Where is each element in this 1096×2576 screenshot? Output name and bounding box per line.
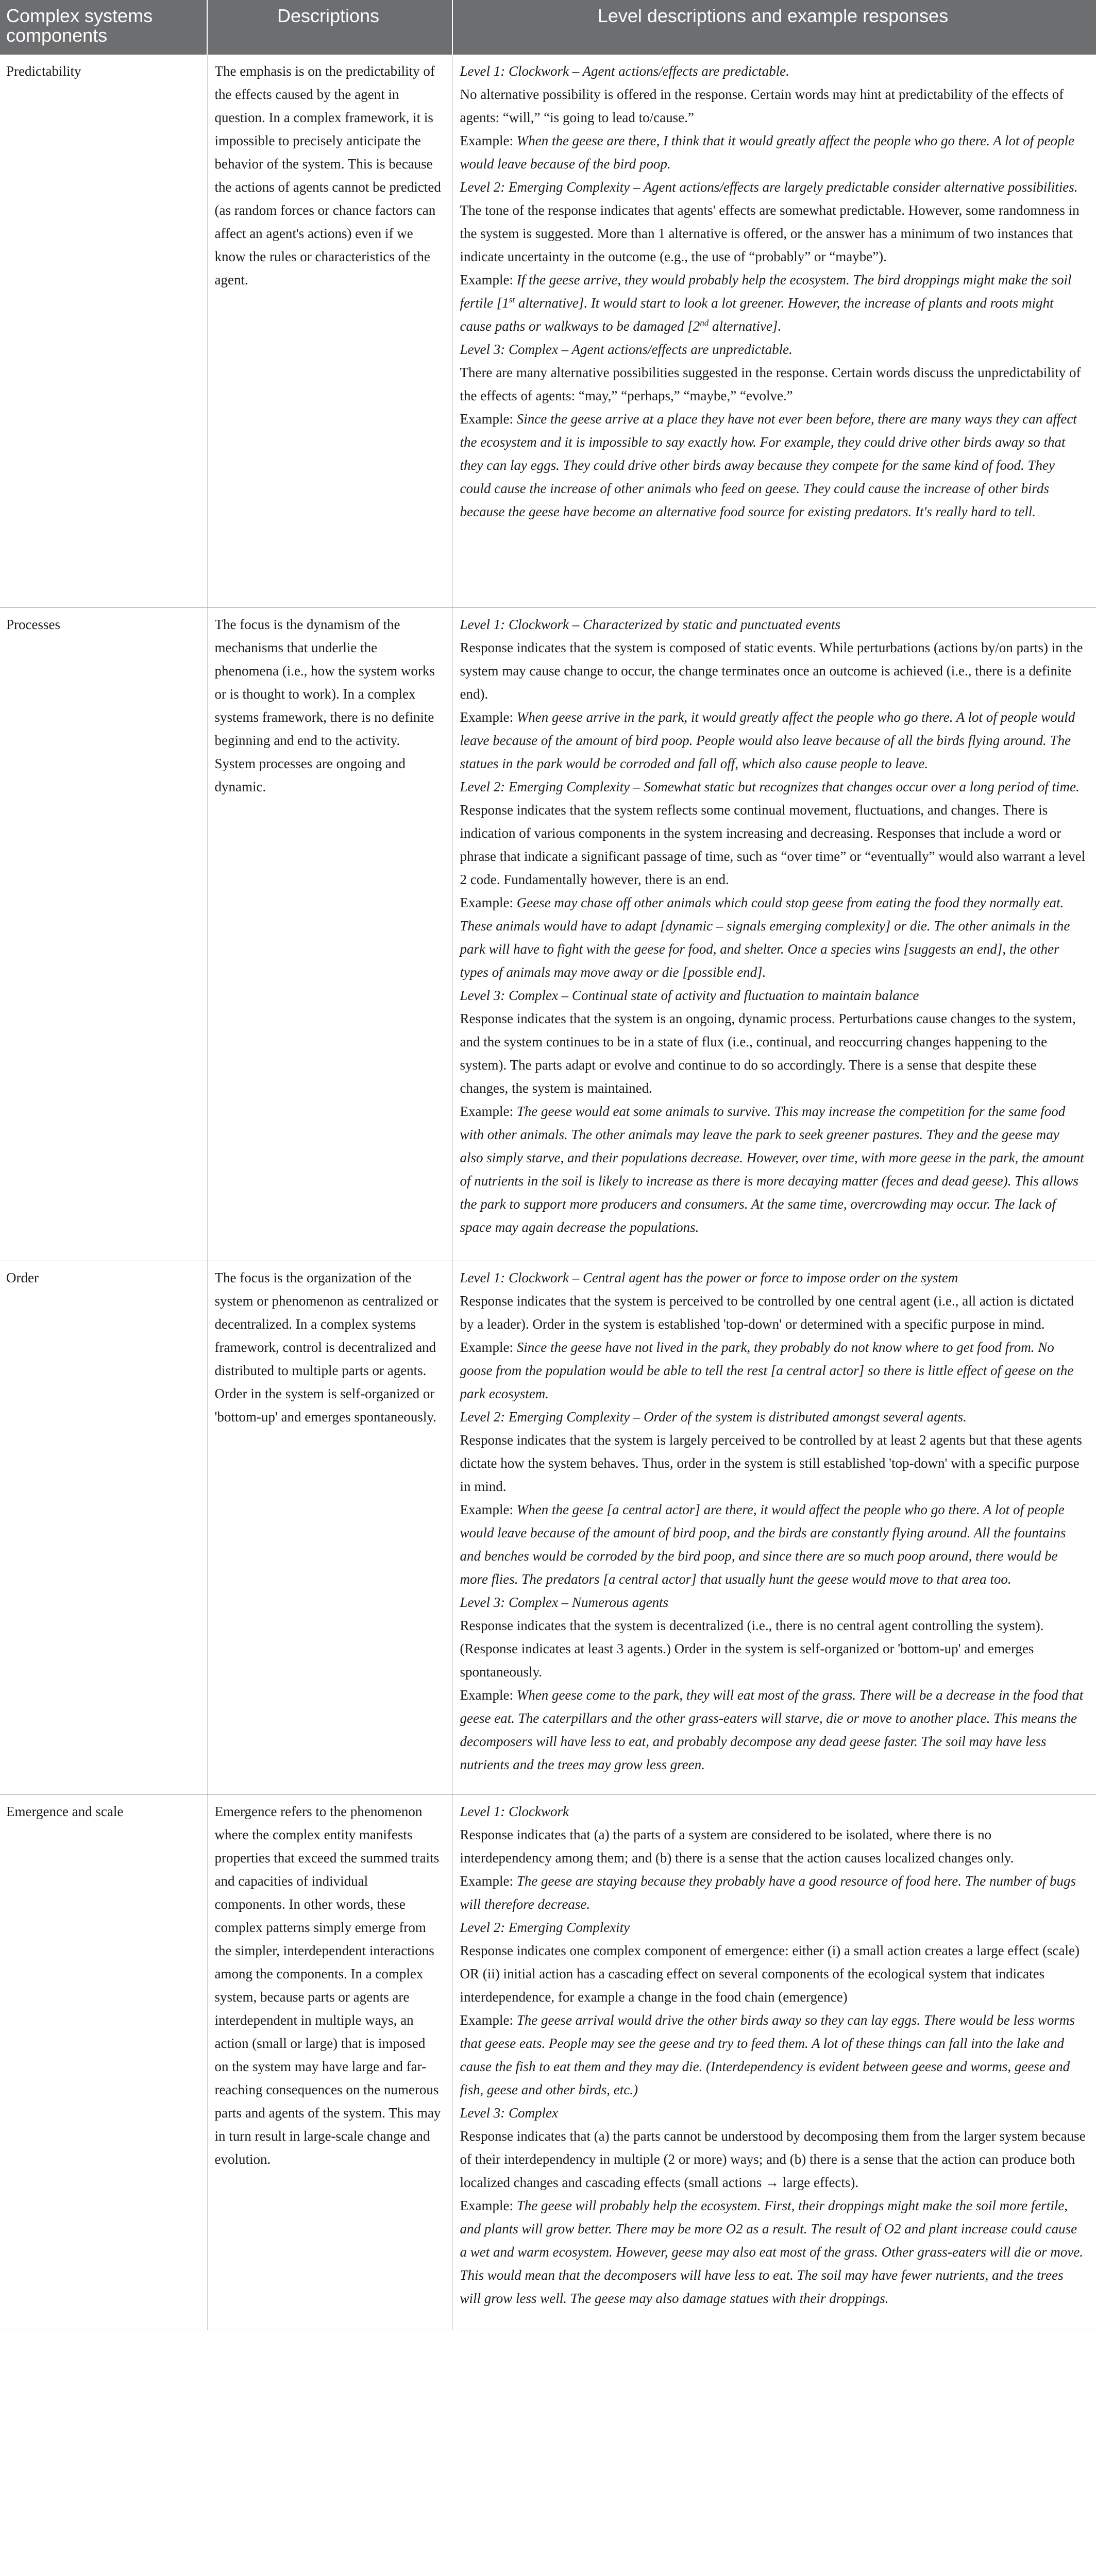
example-label: Example: (460, 1339, 517, 1355)
table-row (0, 1794, 1096, 2330)
level-heading: Level 1: Clockwork (460, 1803, 569, 1819)
level-criteria: Response indicates that the system is largely perceived to be controlled by at least 2 agents but that these agents dictate how the system behaves. Thus, order in the system is still established 'top-down' with a specific purpose in mind. (460, 1432, 1082, 1494)
level-heading: Level 1: Clockwork – Central agent has the power or force to impose order on the system (460, 1269, 958, 1285)
example-label: Example: (460, 133, 517, 148)
description-cell: The focus is the organization of the system or phenomenon as centralized or decentralized. In a complex systems framework, control is decentralized and distributed to multiple parts or agents. Order in the system is self-organized or 'bottom-up' and emerges spontaneously. (207, 1261, 452, 1794)
component-cell: Emergence and scale (0, 1794, 207, 2330)
level-criteria: Response indicates that the system is perceived to be controlled by one central agent (i.e., all action is dictated by a leader). Order in the system is established 'top-down' or determined with a specific purpose in mind. (460, 1293, 1074, 1332)
header-components: Complex systems components (0, 0, 207, 55)
level-criteria: Response indicates that the system is composed of static events. While perturbations (actions by/on parts) in the system may cause change to occur, the change terminates once an outcome is achieved (i.e., there is a definite end). (460, 639, 1083, 702)
example-label: Example: (460, 894, 517, 910)
table-row (0, 55, 1096, 607)
level-heading: Level 2: Emerging Complexity – Order of the system is distributed amongst several agents. (460, 1409, 967, 1425)
table-body (0, 55, 1096, 2330)
level-criteria: No alternative possibility is offered in the response. Certain words may hint at predictability of the effects of agents: “will,” “is going to lead to/cause.” (460, 87, 1064, 125)
level-criteria: The tone of the response indicates that agents' effects are somewhat predictable. However, some randomness in the system is suggested. More than 1 alternative is offered, or the answer has a minimum of two instances that indicate uncertainty in the outcome (e.g., the use of “probably” or “maybe”). (460, 202, 1080, 264)
level-criteria: Response indicates that the system is decentralized (i.e., there is no central agent controlling the system). (Response indicates at least 3 agents.) Order in the system is self-organized or 'bottom-up' and emerges spontaneously. (460, 1617, 1044, 1680)
example-response (460, 2009, 1086, 2102)
example-label: Example: (460, 1687, 517, 1703)
example-response (460, 268, 1086, 338)
example-text: The geese will probably help the ecosystem. First, their droppings might make the soil more fertile, and plants will grow better. There may be more O2 as a result. The result of O2 and plant increase could cause a wet and warm ecosystem. However, geese may also eat most of the grass. Other grass-eaters will die or move. This would mean that the decomposers will have less to eat. The soil may have fewer nutrients, and the trees will grow less well. The geese may also damage statues with their droppings. (460, 2197, 1084, 2306)
level-heading: Level 3: Complex – Numerous agents (460, 1594, 669, 1610)
example-label: Example: (460, 1501, 517, 1517)
example-text: If the geese arrive, they would probably help the ecosystem. The bird droppings might make the soil fertile [1st alternative]. It would start to look a lot greener. However, the increase of plants and roots might cause paths or walkways to be damaged [2nd alternative]. (460, 272, 1072, 334)
levels-cell (452, 55, 1096, 607)
level-criteria: Response indicates that (a) the parts cannot be understood by decomposing them from the larger system because of their interdependency in multiple (2 or more) ways; and (b) there is a sense that the action can produce both localized changes and cascading effects (small actions → large effects). (460, 2128, 1086, 2190)
example-response (460, 408, 1086, 523)
example-text: When the geese are there, I think that it would greatly affect the people who go there. A lot of people would leave because of the bird poop. (460, 133, 1074, 172)
description-cell: Emergence refers to the phenomenon where the complex entity manifests properties that exceed the summed traits and capacities of individual components. In other words, these complex patterns simply emerge from the simpler, interdependent interactions among the components. In a complex system, because parts or agents are interdependent in multiple ways, an action (small or large) that is imposed on the system may have large and far-reaching consequences on the numerous parts and agents of the system. This may in turn result in large-scale change and evolution. (207, 1794, 452, 2330)
level-criteria: Response indicates that the system is an ongoing, dynamic process. Perturbations cause changes to the system, and the system continues to be in a state of flux (i.e., continual, and reoccurring changes happening to the system). The parts adapt or evolve and continue to do so accordingly. There is a sense that despite these changes, the system is maintained. (460, 1010, 1076, 1096)
levels-cell (452, 1794, 1096, 2330)
example-text: When geese arrive in the park, it would greatly affect the people who go there. A lot of people would leave because of the amount of bird poop. People would also leave because of all the birds flying around. The statues in the park would be corroded and fall off, which also cause people to leave. (460, 709, 1075, 771)
level-heading: Level 1: Clockwork – Characterized by static and punctuated events (460, 616, 841, 632)
level-heading: Level 3: Complex (460, 2105, 558, 2121)
example-text: When geese come to the park, they will eat most of the grass. There will be a decrease in the food that geese eat. The caterpillars and the other grass-eaters will starve, die or move to another place. This means the decomposers will have less to eat, and probably decompose any dead geese faster. The soil may have less nutrients and the trees may grow less green. (460, 1687, 1084, 1772)
levels-cell (452, 1261, 1096, 1794)
table-row (0, 607, 1096, 1261)
level-criteria: There are many alternative possibilities suggested in the response. Certain words discuss the unpredictability of the effects of agents: “may,” “perhaps,” “maybe,” “evolve.” (460, 365, 1081, 403)
level-criteria: Response indicates that the system reflects some continual movement, fluctuations, and changes. There is indication of various components in the system increasing and decreasing. Responses that include a word or phrase that indicate a significant passage of time, such as “over time” or “eventually” would also warrant a level 2 code. Fundamentally however, there is an end. (460, 802, 1086, 887)
example-text: The geese would eat some animals to survive. This may increase the competition for the same food with other animals. The other animals may leave the park to seek greener pastures. They and the geese may also simply starve, and their populations decrease. However, over time, with more geese in the park, the amount of nutrients in the soil is likely to increase as there is more decaying matter (feces and dead geese). This allows the park to support more producers and consumers. At the same time, overcrowding may occur. The lack of space may again decrease the populations. (460, 1103, 1084, 1235)
component-cell: Order (0, 1261, 207, 1794)
header-row (0, 0, 1096, 55)
level-heading: Level 2: Emerging Complexity – Somewhat static but recognizes that changes occur over a long period of time. (460, 778, 1080, 794)
example-response (460, 706, 1086, 775)
header-levels: Level descriptions and example responses (452, 0, 1096, 55)
component-cell: Predictability (0, 55, 207, 607)
level-heading: Level 2: Emerging Complexity (460, 1919, 630, 1935)
level-criteria: Response indicates that (a) the parts of a system are considered to be isolated, where there is no interdependency among them; and (b) there is a sense that the action causes localized changes only. (460, 1826, 1014, 1866)
levels-cell (452, 607, 1096, 1261)
level-criteria: Response indicates one complex component of emergence: either (i) a small action creates a large effect (scale) OR (ii) initial action has a cascading effect on several components of the ecological system that indicates interdependence, for example a change in the food chain (emergence) (460, 1942, 1080, 2005)
table-row (0, 1261, 1096, 1794)
description-cell: The emphasis is on the predictability of the effects caused by the agent in question. In a complex framework, it is impossible to precisely anticipate the behavior of the system. This is because the actions of agents cannot be predicted (as random forces or chance factors can affect an agent's actions) even if we know the rules or characteristics of the agent. (207, 55, 452, 607)
example-text: The geese arrival would drive the other birds away so they can lay eggs. There would be less worms that geese eats. People may see the geese and try to feed them. A lot of these things can fall into the lake and cause the fish to eat them and they may die. (Interdependency is evident between geese and worms, geese and fish, geese and other birds, etc.) (460, 2012, 1075, 2097)
example-label: Example: (460, 1873, 517, 1889)
example-response (460, 1684, 1086, 1776)
example-response (460, 2194, 1086, 2310)
level-heading: Level 2: Emerging Complexity – Agent actions/effects are largely predictable consider alternative possibilities. (460, 179, 1078, 195)
example-text: The geese are staying because they probably have a good resource of food here. The number of bugs will therefore decrease. (460, 1873, 1076, 1912)
example-response (460, 1498, 1086, 1591)
level-heading: Level 3: Complex – Continual state of activity and fluctuation to maintain balance (460, 987, 919, 1003)
example-response (460, 1100, 1086, 1239)
example-text: Geese may chase off other animals which could stop geese from eating the food they normally eat. These animals would have to adapt [dynamic – signals emerging complexity] or die. The other animals in the park will have to fight with the geese for food, and shelter. Once a species wins [suggests an end], the other types of animals may move away or die [possible end]. (460, 894, 1070, 980)
level-heading: Level 1: Clockwork – Agent actions/effects are predictable. (460, 63, 789, 79)
example-response (460, 891, 1086, 984)
header-descriptions: Descriptions (207, 0, 452, 55)
level-heading: Level 3: Complex – Agent actions/effects are unpredictable. (460, 342, 793, 357)
component-cell: Processes (0, 607, 207, 1261)
example-response (460, 1336, 1086, 1405)
description-cell: The focus is the dynamism of the mechanisms that underlie the phenomena (i.e., how the system works or is thought to work). In a complex systems framework, there is no definite beginning and end to the activity. System processes are ongoing and dynamic. (207, 607, 452, 1261)
example-response (460, 129, 1086, 176)
example-label: Example: (460, 1103, 517, 1119)
example-label: Example: (460, 272, 517, 287)
example-text: Since the geese have not lived in the park, they probably do not know where to get food from. No goose from the population would be able to tell the rest [a central actor] so there is little effect of geese on the park ecosystem. (460, 1339, 1074, 1401)
example-label: Example: (460, 411, 517, 427)
table-header (0, 0, 1096, 55)
example-label: Example: (460, 709, 517, 725)
example-text: Since the geese arrive at a place they have not ever been before, there are many ways they can affect the ecosystem and it is impossible to say exactly how. For example, they could drive other birds away so that they can lay eggs. They could drive other birds away because they compete for the same kind of food. They could cause the increase of other animals who feed on geese. They could cause the increase of other birds because the geese have become an alternative food source for existing predators. It's really hard to tell. (460, 411, 1077, 519)
example-text: When the geese [a central actor] are there, it would affect the people who go there. A lot of people would leave because of the amount of bird poop, and the birds are constantly flying around. All the fountains and benches would be corroded by the bird poop, and since there are so much poop around, there would be more flies. The predators [a central actor] that usually hunt the geese would move to that area too. (460, 1501, 1066, 1587)
example-response (460, 1870, 1086, 1916)
example-label: Example: (460, 2012, 517, 2028)
example-label: Example: (460, 2197, 517, 2213)
